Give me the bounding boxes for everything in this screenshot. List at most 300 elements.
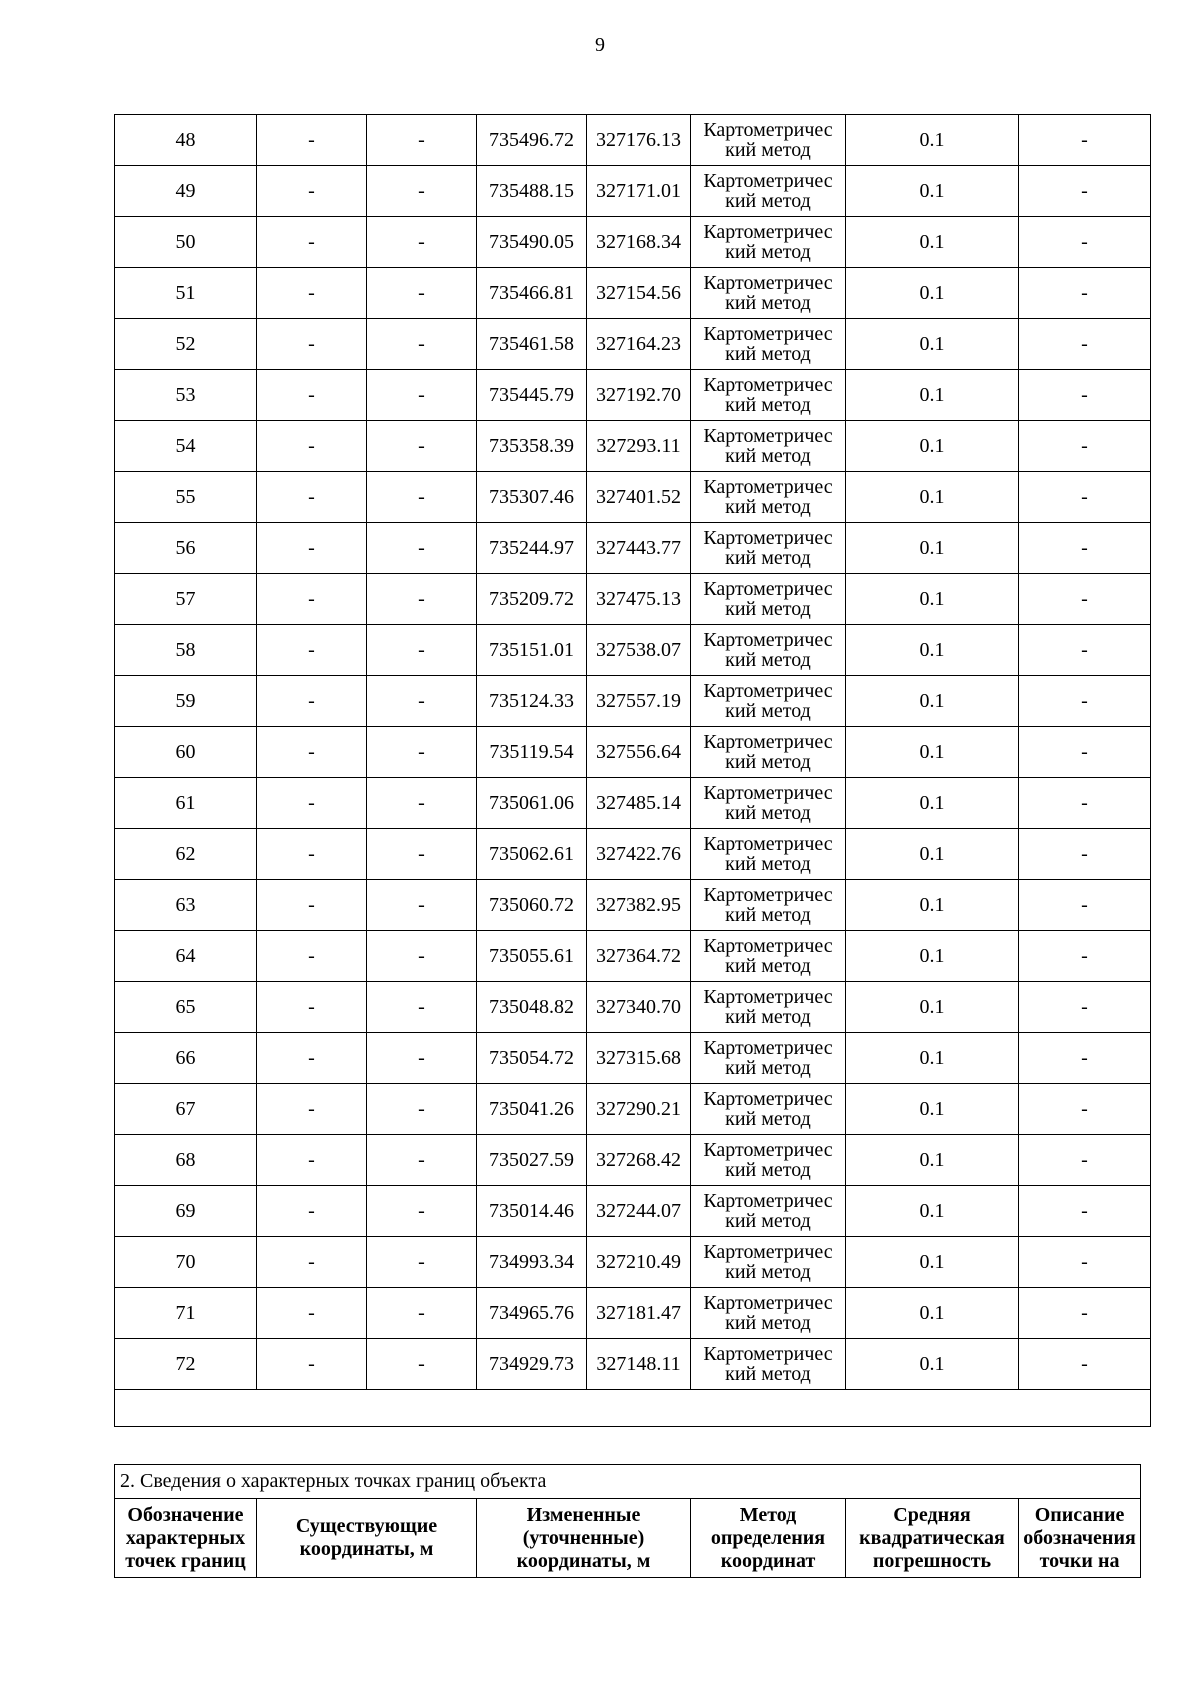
- new-y-cell: 327443.77: [587, 523, 691, 574]
- description-cell: -: [1019, 115, 1151, 166]
- header-point-designation: [115, 1499, 257, 1578]
- method-line-1: Картометричес: [703, 884, 833, 906]
- description-cell: -: [1019, 166, 1151, 217]
- point-number-cell: 68: [115, 1135, 257, 1186]
- new-y-cell: 327148.11: [587, 1339, 691, 1390]
- existing-x-cell: -: [257, 370, 367, 421]
- method-line-1: Картометричес: [703, 578, 833, 600]
- existing-y-cell: -: [367, 625, 477, 676]
- existing-x-cell: -: [257, 727, 367, 778]
- method-line-1: Картометричес: [703, 1190, 833, 1212]
- method-line-2: кий метод: [725, 1057, 811, 1079]
- description-cell: -: [1019, 829, 1151, 880]
- method-line-2: кий метод: [725, 139, 811, 161]
- new-x-cell: 735307.46: [477, 472, 587, 523]
- table-row: [115, 421, 1151, 472]
- new-x-cell: 735062.61: [477, 829, 587, 880]
- point-number-cell: 58: [115, 625, 257, 676]
- method-line-2: кий метод: [725, 547, 811, 569]
- error-cell: 0.1: [846, 523, 1019, 574]
- new-y-cell: 327485.14: [587, 778, 691, 829]
- existing-x-cell: -: [257, 574, 367, 625]
- new-x-cell: 735358.39: [477, 421, 587, 472]
- error-cell: 0.1: [846, 829, 1019, 880]
- method-line-1: Картометричес: [703, 221, 833, 243]
- error-cell: 0.1: [846, 472, 1019, 523]
- error-cell: 0.1: [846, 625, 1019, 676]
- new-y-cell: 327556.64: [587, 727, 691, 778]
- description-cell: -: [1019, 1033, 1151, 1084]
- new-x-cell: 734993.34: [477, 1237, 587, 1288]
- existing-y-cell: -: [367, 1084, 477, 1135]
- method-line-1: Картометричес: [703, 119, 833, 141]
- existing-y-cell: -: [367, 166, 477, 217]
- existing-x-cell: -: [257, 472, 367, 523]
- table-row: [115, 115, 1151, 166]
- point-number-cell: 67: [115, 1084, 257, 1135]
- method-cell: [691, 268, 846, 319]
- method-line-2: кий метод: [725, 955, 811, 977]
- new-y-cell: 327268.42: [587, 1135, 691, 1186]
- description-cell: -: [1019, 370, 1151, 421]
- new-y-cell: 327422.76: [587, 829, 691, 880]
- new-y-cell: 327168.34: [587, 217, 691, 268]
- new-y-cell: 327364.72: [587, 931, 691, 982]
- section-header-row: [115, 1499, 1141, 1578]
- new-y-cell: 327382.95: [587, 880, 691, 931]
- new-x-cell: 735027.59: [477, 1135, 587, 1186]
- table-row: [115, 523, 1151, 574]
- existing-y-cell: -: [367, 217, 477, 268]
- method-line-2: кий метод: [725, 802, 811, 824]
- method-line-2: кий метод: [725, 1006, 811, 1028]
- method-cell: [691, 523, 846, 574]
- description-cell: -: [1019, 1186, 1151, 1237]
- method-cell: [691, 1084, 846, 1135]
- new-x-cell: 734929.73: [477, 1339, 587, 1390]
- point-number-cell: 51: [115, 268, 257, 319]
- existing-y-cell: -: [367, 676, 477, 727]
- new-y-cell: 327340.70: [587, 982, 691, 1033]
- header-method: [691, 1499, 846, 1578]
- existing-y-cell: -: [367, 1237, 477, 1288]
- method-cell: [691, 1135, 846, 1186]
- new-x-cell: 735054.72: [477, 1033, 587, 1084]
- point-number-cell: 49: [115, 166, 257, 217]
- method-line-2: кий метод: [725, 853, 811, 875]
- table-row: [115, 931, 1151, 982]
- description-cell: -: [1019, 625, 1151, 676]
- existing-y-cell: -: [367, 115, 477, 166]
- new-x-cell: 735055.61: [477, 931, 587, 982]
- table-row: [115, 319, 1151, 370]
- method-line-1: Картометричес: [703, 1292, 833, 1314]
- new-y-cell: 327475.13: [587, 574, 691, 625]
- description-cell: -: [1019, 1288, 1151, 1339]
- method-cell: [691, 574, 846, 625]
- description-cell: -: [1019, 1135, 1151, 1186]
- new-y-cell: 327244.07: [587, 1186, 691, 1237]
- method-cell: [691, 319, 846, 370]
- method-cell: [691, 421, 846, 472]
- existing-y-cell: -: [367, 1135, 477, 1186]
- table-row: [115, 1339, 1151, 1390]
- method-line-2: кий метод: [725, 1261, 811, 1283]
- new-y-cell: 327181.47: [587, 1288, 691, 1339]
- existing-x-cell: -: [257, 1237, 367, 1288]
- method-line-1: Картометричес: [703, 1088, 833, 1110]
- description-cell: -: [1019, 778, 1151, 829]
- header-line: Метод: [739, 1503, 797, 1526]
- existing-x-cell: -: [257, 676, 367, 727]
- method-cell: [691, 1186, 846, 1237]
- new-x-cell: 735048.82: [477, 982, 587, 1033]
- method-line-1: Картометричес: [703, 935, 833, 957]
- method-cell: [691, 1288, 846, 1339]
- existing-y-cell: -: [367, 574, 477, 625]
- header-line: Измененные: [526, 1503, 641, 1526]
- method-cell: [691, 217, 846, 268]
- error-cell: 0.1: [846, 727, 1019, 778]
- description-cell: -: [1019, 931, 1151, 982]
- description-cell: -: [1019, 319, 1151, 370]
- new-x-cell: 735461.58: [477, 319, 587, 370]
- point-number-cell: 56: [115, 523, 257, 574]
- new-y-cell: 327538.07: [587, 625, 691, 676]
- method-line-1: Картометричес: [703, 680, 833, 702]
- method-line-1: Картометричес: [703, 833, 833, 855]
- description-cell: -: [1019, 982, 1151, 1033]
- existing-x-cell: -: [257, 982, 367, 1033]
- new-y-cell: 327210.49: [587, 1237, 691, 1288]
- error-cell: 0.1: [846, 778, 1019, 829]
- existing-x-cell: -: [257, 1135, 367, 1186]
- header-line: обозначения: [1023, 1526, 1136, 1549]
- new-x-cell: 735041.26: [477, 1084, 587, 1135]
- error-cell: 0.1: [846, 1288, 1019, 1339]
- table-row: [115, 1084, 1151, 1135]
- new-x-cell: 735209.72: [477, 574, 587, 625]
- existing-x-cell: -: [257, 421, 367, 472]
- error-cell: 0.1: [846, 370, 1019, 421]
- method-line-1: Картометричес: [703, 527, 833, 549]
- method-cell: [691, 982, 846, 1033]
- method-line-2: кий метод: [725, 394, 811, 416]
- header-line: Средняя: [893, 1503, 971, 1526]
- table-row: [115, 217, 1151, 268]
- header-existing-coords: [257, 1499, 477, 1578]
- page-number: 9: [595, 34, 605, 56]
- header-line: погрешность: [872, 1549, 992, 1572]
- point-number-cell: 72: [115, 1339, 257, 1390]
- table-row: [115, 1237, 1151, 1288]
- existing-y-cell: -: [367, 268, 477, 319]
- description-cell: -: [1019, 268, 1151, 319]
- header-line: Существующие: [295, 1515, 438, 1537]
- header-line: квадратическая: [859, 1526, 1005, 1549]
- method-line-2: кий метод: [725, 700, 811, 722]
- header-line: координаты, м: [516, 1549, 651, 1572]
- method-line-1: Картометричес: [703, 1241, 833, 1263]
- method-cell: [691, 166, 846, 217]
- error-cell: 0.1: [846, 166, 1019, 217]
- point-number-cell: 53: [115, 370, 257, 421]
- method-line-1: Картометричес: [703, 731, 833, 753]
- method-cell: [691, 931, 846, 982]
- point-number-cell: 64: [115, 931, 257, 982]
- error-cell: 0.1: [846, 1135, 1019, 1186]
- new-y-cell: 327171.01: [587, 166, 691, 217]
- existing-x-cell: -: [257, 268, 367, 319]
- existing-x-cell: -: [257, 115, 367, 166]
- method-line-2: кий метод: [725, 292, 811, 314]
- error-cell: 0.1: [846, 421, 1019, 472]
- header-line: точки на: [1039, 1549, 1120, 1572]
- method-line-2: кий метод: [725, 241, 811, 263]
- header-line: (уточненные): [522, 1526, 645, 1549]
- new-x-cell: 735119.54: [477, 727, 587, 778]
- section-title: 2. Сведения о характерных точках границ объекта: [115, 1465, 1141, 1499]
- method-cell: [691, 880, 846, 931]
- error-cell: 0.1: [846, 115, 1019, 166]
- new-x-cell: 735014.46: [477, 1186, 587, 1237]
- method-line-1: Картометричес: [703, 1343, 833, 1365]
- error-cell: 0.1: [846, 982, 1019, 1033]
- error-cell: 0.1: [846, 1339, 1019, 1390]
- method-cell: [691, 1339, 846, 1390]
- method-line-1: Картометричес: [703, 782, 833, 804]
- table-row: [115, 472, 1151, 523]
- header-line: характерных: [125, 1526, 246, 1549]
- description-cell: -: [1019, 1084, 1151, 1135]
- error-cell: 0.1: [846, 1033, 1019, 1084]
- error-cell: 0.1: [846, 268, 1019, 319]
- existing-x-cell: -: [257, 1084, 367, 1135]
- new-x-cell: 734965.76: [477, 1288, 587, 1339]
- method-line-2: кий метод: [725, 1363, 811, 1385]
- method-line-2: кий метод: [725, 445, 811, 467]
- method-line-2: кий метод: [725, 190, 811, 212]
- method-line-1: Картометричес: [703, 476, 833, 498]
- new-x-cell: 735488.15: [477, 166, 587, 217]
- new-x-cell: 735490.05: [477, 217, 587, 268]
- method-line-1: Картометричес: [703, 1037, 833, 1059]
- method-line-2: кий метод: [725, 1108, 811, 1130]
- error-cell: 0.1: [846, 931, 1019, 982]
- existing-x-cell: -: [257, 217, 367, 268]
- header-point-description: [1019, 1499, 1141, 1578]
- error-cell: 0.1: [846, 676, 1019, 727]
- table-row: [115, 370, 1151, 421]
- existing-y-cell: -: [367, 370, 477, 421]
- description-cell: -: [1019, 574, 1151, 625]
- new-x-cell: 735244.97: [477, 523, 587, 574]
- new-x-cell: 735060.72: [477, 880, 587, 931]
- point-number-cell: 70: [115, 1237, 257, 1288]
- table-row: [115, 1135, 1151, 1186]
- error-cell: 0.1: [846, 319, 1019, 370]
- new-y-cell: 327192.70: [587, 370, 691, 421]
- error-cell: 0.1: [846, 1084, 1019, 1135]
- existing-x-cell: -: [257, 625, 367, 676]
- existing-x-cell: -: [257, 319, 367, 370]
- existing-y-cell: -: [367, 472, 477, 523]
- description-cell: -: [1019, 421, 1151, 472]
- method-cell: [691, 676, 846, 727]
- point-number-cell: 62: [115, 829, 257, 880]
- point-number-cell: 48: [115, 115, 257, 166]
- header-line: координаты, м: [299, 1538, 434, 1560]
- description-cell: -: [1019, 217, 1151, 268]
- existing-y-cell: -: [367, 829, 477, 880]
- table-row: [115, 1186, 1151, 1237]
- new-y-cell: 327290.21: [587, 1084, 691, 1135]
- method-cell: [691, 1033, 846, 1084]
- new-y-cell: 327164.23: [587, 319, 691, 370]
- table-row: [115, 727, 1151, 778]
- error-cell: 0.1: [846, 1186, 1019, 1237]
- description-cell: -: [1019, 1237, 1151, 1288]
- new-x-cell: 735124.33: [477, 676, 587, 727]
- point-number-cell: 63: [115, 880, 257, 931]
- point-number-cell: 60: [115, 727, 257, 778]
- existing-y-cell: -: [367, 1339, 477, 1390]
- point-number-cell: 66: [115, 1033, 257, 1084]
- description-cell: -: [1019, 676, 1151, 727]
- description-cell: -: [1019, 880, 1151, 931]
- error-cell: 0.1: [846, 217, 1019, 268]
- existing-x-cell: -: [257, 1288, 367, 1339]
- point-number-cell: 50: [115, 217, 257, 268]
- description-cell: -: [1019, 727, 1151, 778]
- method-cell: [691, 1237, 846, 1288]
- existing-x-cell: -: [257, 829, 367, 880]
- existing-x-cell: -: [257, 880, 367, 931]
- method-line-1: Картометричес: [703, 323, 833, 345]
- new-y-cell: 327401.52: [587, 472, 691, 523]
- table-row: [115, 676, 1151, 727]
- method-line-2: кий метод: [725, 904, 811, 926]
- empty-cell: [115, 1390, 1151, 1427]
- method-cell: [691, 829, 846, 880]
- method-cell: [691, 625, 846, 676]
- method-line-2: кий метод: [725, 1159, 811, 1181]
- error-cell: 0.1: [846, 880, 1019, 931]
- method-line-1: Картометричес: [703, 272, 833, 294]
- header-changed-coords: [477, 1499, 691, 1578]
- method-cell: [691, 727, 846, 778]
- table-row: [115, 1288, 1151, 1339]
- existing-y-cell: -: [367, 1186, 477, 1237]
- existing-x-cell: -: [257, 1033, 367, 1084]
- method-line-1: Картометричес: [703, 374, 833, 396]
- method-line-2: кий метод: [725, 598, 811, 620]
- new-x-cell: 735496.72: [477, 115, 587, 166]
- error-cell: 0.1: [846, 1237, 1019, 1288]
- method-line-2: кий метод: [725, 1312, 811, 1334]
- existing-y-cell: -: [367, 1033, 477, 1084]
- table-row: [115, 778, 1151, 829]
- description-cell: -: [1019, 472, 1151, 523]
- new-x-cell: 735061.06: [477, 778, 587, 829]
- existing-x-cell: -: [257, 778, 367, 829]
- method-line-1: Картометричес: [703, 986, 833, 1008]
- method-cell: [691, 115, 846, 166]
- existing-y-cell: -: [367, 523, 477, 574]
- new-y-cell: 327154.56: [587, 268, 691, 319]
- coordinates-table: [114, 114, 1151, 1427]
- header-mean-error: [846, 1499, 1019, 1578]
- header-line: точек границ: [125, 1549, 246, 1572]
- new-x-cell: 735445.79: [477, 370, 587, 421]
- table-row: [115, 574, 1151, 625]
- existing-y-cell: -: [367, 778, 477, 829]
- method-line-1: Картометричес: [703, 629, 833, 651]
- point-number-cell: 69: [115, 1186, 257, 1237]
- new-y-cell: 327176.13: [587, 115, 691, 166]
- new-y-cell: 327557.19: [587, 676, 691, 727]
- existing-y-cell: -: [367, 982, 477, 1033]
- method-line-2: кий метод: [725, 649, 811, 671]
- method-cell: [691, 370, 846, 421]
- empty-row: [115, 1390, 1151, 1427]
- existing-y-cell: -: [367, 727, 477, 778]
- point-number-cell: 71: [115, 1288, 257, 1339]
- header-line: Описание: [1034, 1503, 1125, 1526]
- point-number-cell: 61: [115, 778, 257, 829]
- point-number-cell: 55: [115, 472, 257, 523]
- method-line-2: кий метод: [725, 751, 811, 773]
- table-row: [115, 1033, 1151, 1084]
- header-line: Обозначение: [127, 1503, 244, 1526]
- table-row: [115, 829, 1151, 880]
- point-number-cell: 59: [115, 676, 257, 727]
- existing-x-cell: -: [257, 1339, 367, 1390]
- point-number-cell: 54: [115, 421, 257, 472]
- description-cell: -: [1019, 1339, 1151, 1390]
- point-number-cell: 57: [115, 574, 257, 625]
- existing-x-cell: -: [257, 523, 367, 574]
- header-line: определения: [710, 1526, 826, 1549]
- existing-y-cell: -: [367, 421, 477, 472]
- method-line-1: Картометричес: [703, 1139, 833, 1161]
- table-row: [115, 268, 1151, 319]
- method-cell: [691, 472, 846, 523]
- section-2-table: [114, 1464, 1141, 1578]
- method-line-1: Картометричес: [703, 170, 833, 192]
- method-line-1: Картометричес: [703, 425, 833, 447]
- table-row: [115, 880, 1151, 931]
- error-cell: 0.1: [846, 574, 1019, 625]
- new-x-cell: 735151.01: [477, 625, 587, 676]
- point-number-cell: 52: [115, 319, 257, 370]
- table-row: [115, 982, 1151, 1033]
- method-line-2: кий метод: [725, 496, 811, 518]
- description-cell: -: [1019, 523, 1151, 574]
- new-y-cell: 327293.11: [587, 421, 691, 472]
- new-x-cell: 735466.81: [477, 268, 587, 319]
- existing-x-cell: -: [257, 1186, 367, 1237]
- method-line-2: кий метод: [725, 343, 811, 365]
- table-row: [115, 166, 1151, 217]
- existing-y-cell: -: [367, 880, 477, 931]
- table-row: [115, 625, 1151, 676]
- existing-y-cell: -: [367, 1288, 477, 1339]
- existing-x-cell: -: [257, 166, 367, 217]
- existing-y-cell: -: [367, 931, 477, 982]
- existing-x-cell: -: [257, 931, 367, 982]
- method-cell: [691, 778, 846, 829]
